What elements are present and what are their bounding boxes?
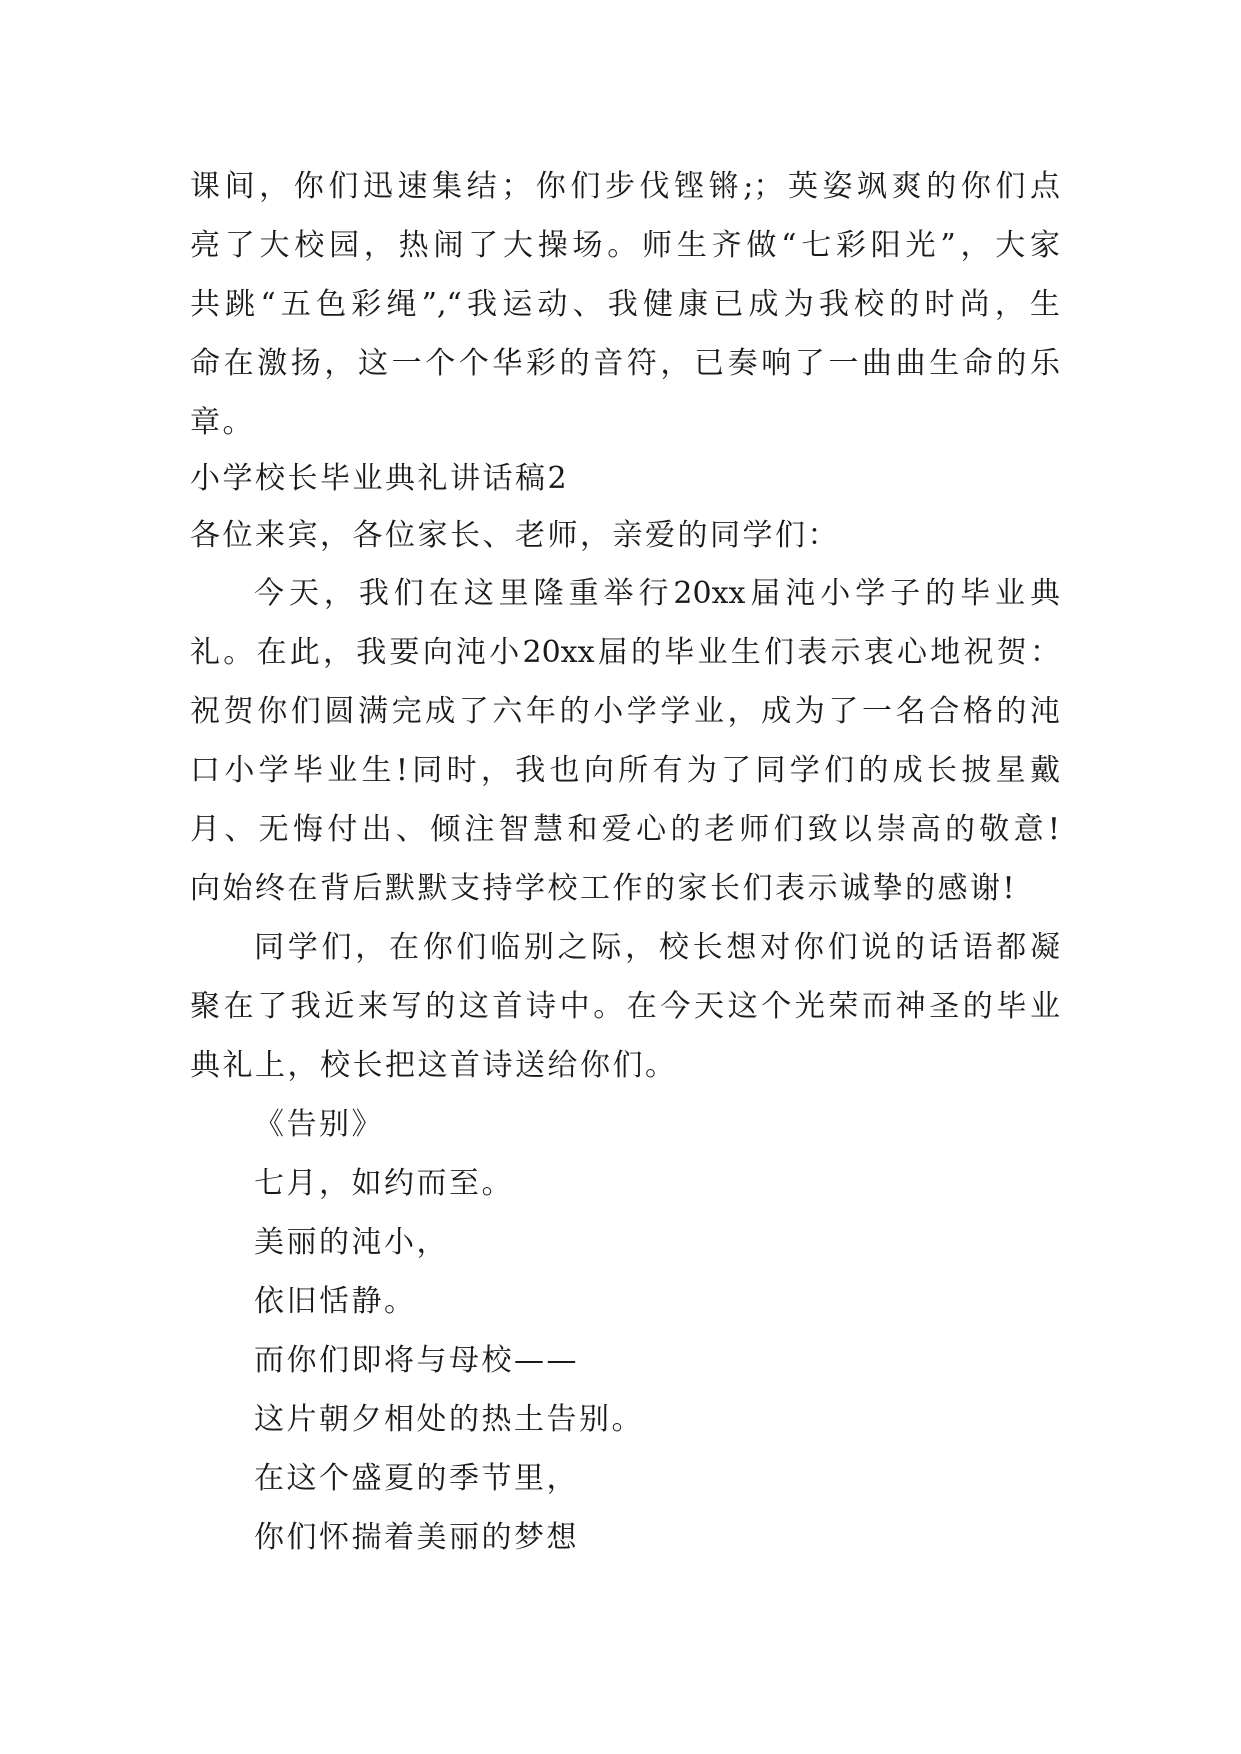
- poem-line: 在这个盛夏的季节里，: [254, 1461, 579, 1496]
- poem-line: 七月，如约而至。: [254, 1166, 514, 1201]
- poem-line: 依旧恬静。: [254, 1284, 417, 1319]
- paragraph-line: 口小学毕业生!同时，我也向所有为了同学们的成长披星戴: [190, 753, 1060, 788]
- poem-line: 这片朝夕相处的热土告别。: [254, 1402, 644, 1437]
- poem-line: 而你们即将与母校——: [254, 1343, 579, 1378]
- salutation: 各位来宾，各位家长、老师，亲爱的同学们：: [190, 518, 840, 553]
- poem-line: 美丽的沌小，: [254, 1225, 449, 1260]
- paragraph-line: 聚在了我近来写的这首诗中。在今天这个光荣而神圣的毕业: [190, 989, 1060, 1024]
- paragraph-line: 课间，你们迅速集结；你们步伐铿锵;；英姿飒爽的你们点: [190, 169, 1060, 204]
- paragraph-line: 祝贺你们圆满完成了六年的小学学业，成为了一名合格的沌: [190, 694, 1060, 729]
- section-heading: 小学校长毕业典礼讲话稿2: [190, 461, 570, 496]
- paragraph-line: 月、无悔付出、倾注智慧和爱心的老师们致以崇高的敬意!: [190, 812, 1060, 847]
- poem-title: 《告别》: [254, 1107, 384, 1142]
- paragraph-line: 今天，我们在这里隆重举行20xx届沌小学子的毕业典: [254, 576, 1060, 611]
- paragraph-line: 礼。在此，我要向沌小20xx届的毕业生们表示衷心地祝贺：: [190, 635, 1060, 670]
- paragraph-line: 章。: [190, 405, 255, 440]
- paragraph-line: 亮了大校园，热闹了大操场。师生齐做“七彩阳光”，大家: [190, 228, 1060, 263]
- paragraph-line: 向始终在背后默默支持学校工作的家长们表示诚挚的感谢!: [190, 871, 1018, 906]
- paragraph-line: 共跳“五色彩绳”,“我运动、我健康已成为我校的时尚，生: [190, 287, 1060, 322]
- poem-line: 你们怀揣着美丽的梦想: [254, 1520, 579, 1555]
- paragraph-line: 典礼上，校长把这首诗送给你们。: [190, 1048, 678, 1083]
- paragraph-line: 同学们，在你们临别之际，校长想对你们说的话语都凝: [254, 930, 1060, 965]
- paragraph-line: 命在激扬，这一个个华彩的音符，已奏响了一曲曲生命的乐: [190, 346, 1060, 381]
